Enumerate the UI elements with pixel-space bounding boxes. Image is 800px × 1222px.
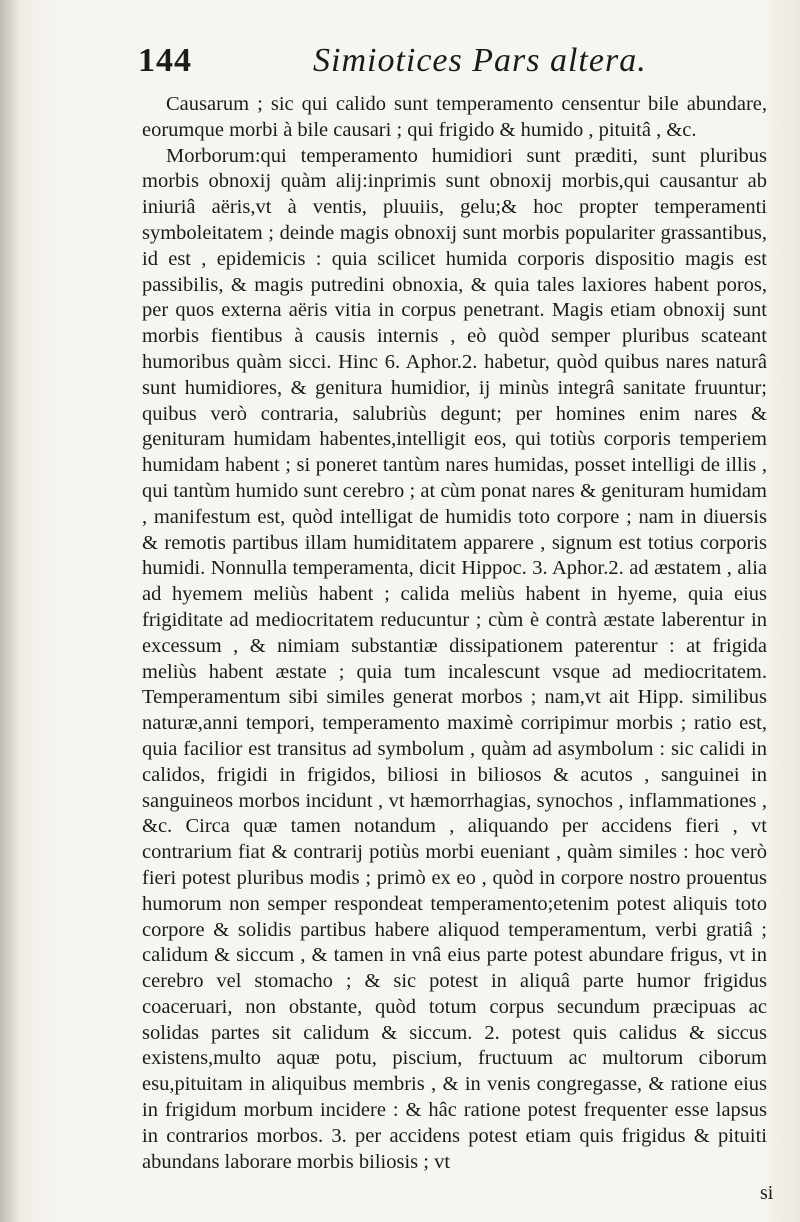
catchword: si [760, 1182, 774, 1204]
paragraph: Causarum ; sic qui calido sunt temperamento censentur bile abundare, eorumque morbi à bile causari ; qui frigido & humido , pituitâ , &c. [142, 93, 767, 141]
running-head: Simiotices Pars altera. [313, 42, 647, 79]
body-text [142, 92, 767, 1175]
page-number: 144 [138, 42, 192, 79]
page-gutter-shadow [0, 0, 22, 1222]
page-header [138, 42, 758, 92]
paragraph: Morborum:qui temperamento humidiori sunt præditi, sunt pluribus morbis obnoxij quàm alij:inprimis sunt obnoxij morbis,qui causantur ab iniuriâ aëris,vt à ventis, pluuiis, gelu;& hoc propter temperamenti symboleitatem ; deinde magis obnoxij sunt morbis populariter grassantibus, id est , epidemicis : quia scilicet humida corporis dispositio magis est passibilis, & magis putredini obnoxia, & quia tales laxiores habent poros, per quos externa aëris vitia in corpus penetrant. Magis etiam obnoxij sunt morbis fientibus à causis internis , eò quòd semper pluribus scateant humoribus quàm sicci. Hinc 6. Aphor.2. habetur, quòd quibus nares naturâ sunt humidiores, & genitura humidior, ij minùs integrâ sanitate fruuntur; quibus verò contraria, salubriùs degunt; per homines enim nares & genituram humidam habentes,intelligit eos, qui totiùs corporis temperiem humidam habent ; si poneret tantùm nares humidas, posset intelligi de illis , qui tantùm humido sunt cerebro ; at cùm ponat nares & genituram humidam , manifestum est, quòd intelligat de humidis toto corpore ; nam in diuersis & remotis partibus illam humiditatem apparere , signum est totius corporis humidi. Nonnulla temperamenta, dicit Hippoc. 3. Aphor.2. ad æstatem , alia ad hyemem meliùs habent ; calida meliùs habent in hyeme, quia eius frigiditate ad mediocritatem reducuntur ; cùm è contrà æstate laberentur in excessum , & nimiam substantiæ dissipationem paterentur : at frigida meliùs habent æstate ; quia tum incalescunt vsque ad mediocritatem. Temperamentum sibi similes generat morbos ; nam,vt ait Hipp. similibus naturæ,anni tempori, temperamento maximè corripimur morbis ; ratio est, quia facilior est transitus ad symbolum , quàm ad asymbolum : sic calidi in calidos, frigidi in frigidos, biliosi in biliosos & acutos , sanguinei in sanguineos morbos incidunt , vt hæmorrhagias, synochos , inflammationes , &c. Circa quæ tamen notandum , aliquando per accidens fieri , vt contrarium fiat & contrarij potiùs morbi eueniant , quàm similes : hoc verò fieri potest pluribus modis ; primò ex eo , quòd in corpore nostro prouentus humorum non semper respondeat temperamento;etenim potest aliquis toto corpore & solidis partibus habere aliquod temperamentum, verbi gratiâ ; calidum & siccum , & tamen in vnâ eius parte potest abundare frigus, vt in cerebro vel stomacho ; & sic potest in aliquâ parte humor frigidus coaceruari, non obstante, quòd totum corpus secundum præcipuas ac solidas partes sit calidum & siccum. 2. potest quis calidus & siccus existens,multo aquæ potu, piscium, fructuum ac multorum ciborum esu,pituitam in aliquibus membris , & in venis congregasse, & ratione eius in frigidum morbum incidere : & hâc ratione potest frequenter esse lapsus in contrarios morbos. 3. per accidens potest etiam quis frigidus & pituiti abundans laborare morbis biliosis ; vt [142, 144, 767, 1173]
